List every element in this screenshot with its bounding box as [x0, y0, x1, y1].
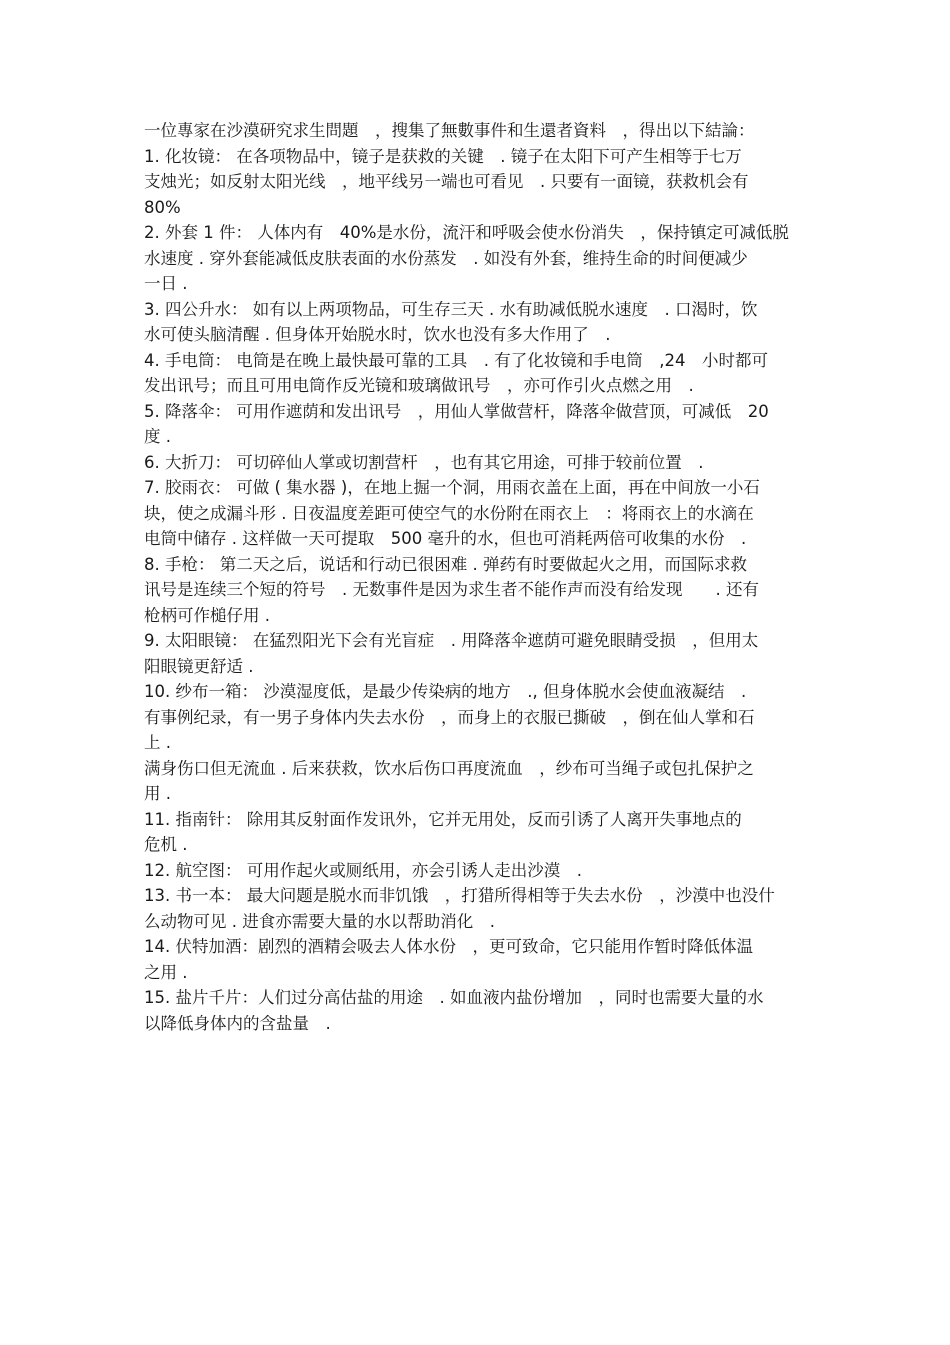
intro-line: 一位專家在沙漠研究求生問題 ，搜集了無數事件和生還者資料 ，得出以下結論： — [144, 121, 755, 140]
item-10-line: 用 . — [144, 784, 171, 803]
item-9-line: 阳眼镜更舒适 . — [144, 656, 254, 676]
item-1-line: 80% — [144, 197, 181, 217]
item-8-line: 讯号是连续三个短的符号 . 无数事件是因为求生者不能作声而没有给发现 . 还有 — [144, 580, 759, 599]
item-15-line: 以降低身体内的含盐量 . — [144, 1013, 331, 1033]
item-1-line: 支烛光；如反射太阳光线 ，地平线另一端也可看见 . 只要有一面镜，获救机会有 — [144, 172, 749, 191]
item-14-line: 之用 . — [144, 962, 188, 982]
item-13-line: 么动物可见 . 进食亦需要大量的水以帮助消化 . — [144, 911, 495, 931]
item-14-line: 14. 伏特加酒：剧烈的酒精会吸去人体水份 ，更可致命，它只能用作暂时降低体温 — [144, 937, 753, 956]
item-2-line: 2. 外套 1 件： 人体内有 40%是水份，流汗和呼吸会使水份消失 ，保持镇定可减低脱 — [144, 223, 789, 242]
item-8-line: 枪柄可作槌仔用 . — [144, 605, 270, 625]
item-4-line: 发出讯号；而且可用电筒作反光镜和玻璃做讯号 ，亦可作引火点燃之用 . — [144, 376, 694, 395]
item-10-line: 有事例纪录，有一男子身体内失去水份 ，而身上的衣服已撕破 ，倒在仙人掌和石 — [144, 707, 755, 727]
item-7-line: 7. 胶雨衣： 可做 ( 集水器 )，在地上掘一个洞，用雨衣盖在上面，再在中间放一小石 — [144, 478, 760, 497]
item-7-line: 块，使之成漏斗形 . 日夜温度差距可使空气的水份附在雨衣上 ：将雨衣上的水滴在 — [144, 503, 754, 523]
item-13-line: 13. 书一本： 最大问题是脱水而非饥饿 ，打猎所得相等于失去水份 ，沙漠中也没什 — [144, 886, 775, 905]
item-3-line: 3. 四公升水： 如有以上两项物品，可生存三天 . 水有助减低脱水速度 . 口渴时，饮 — [144, 299, 758, 319]
item-5-line: 5. 降落伞： 可用作遮荫和发出讯号 ，用仙人掌做营杆，降落伞做营顶，可减低 20 — [144, 401, 769, 421]
item-6-line: 6. 大折刀： 可切碎仙人掌或切割营杆 ，也有其它用途，可排于较前位置 . — [144, 452, 704, 472]
item-10-line: 满身伤口但无流血 . 后来获救，饮水后伤口再度流血 ，纱布可当绳子或包扎保护之 — [144, 758, 754, 778]
item-5-line: 度 . — [144, 427, 171, 446]
item-9-line: 9. 太阳眼镜： 在猛烈阳光下会有光盲症 . 用降落伞遮荫可避免眼睛受损 ，但用太 — [144, 631, 759, 650]
document-body — [144, 118, 804, 1036]
item-3-line: 水可使头脑清醒 . 但身体开始脱水时，饮水也没有多大作用了 . — [144, 325, 611, 344]
item-10-line: 上 . — [144, 733, 171, 752]
item-11-line: 11. 指南针： 除用其反射面作发讯外，它并无用处，反而引诱了人离开失事地点的 — [144, 809, 742, 829]
item-11-line: 危机 . — [144, 835, 188, 854]
item-2-line: 水速度 . 穿外套能减低皮肤表面的水份蒸发 . 如没有外套，维持生命的时间便减少 — [144, 248, 748, 268]
item-8-line: 8. 手枪： 第二天之后，说话和行动已很困难 . 弹药有时要做起火之用，而国际求救 — [144, 554, 747, 574]
item-10-line: 10. 纱布一箱： 沙漠湿度低，是最少传染病的地方 ., 但身体脱水会使血液凝结 . — [144, 682, 747, 701]
item-1-line: 1. 化妆镜： 在各项物品中，镜子是获救的关键 . 镜子在太阳下可产生相等于七万 — [144, 146, 742, 166]
item-12-line: 12. 航空图： 可用作起火或厕纸用，亦会引诱人走出沙漠 . — [144, 860, 582, 880]
item-2-line: 一日 . — [144, 274, 188, 293]
item-15-line: 15. 盐片千片：人们过分高估盐的用途 . 如血液内盐份增加 ，同时也需要大量的水 — [144, 988, 764, 1007]
item-7-line: 电筒中储存 . 这样做一天可提取 500 毫升的水，但也可消耗两倍可收集的水份 . — [144, 529, 747, 548]
item-4-line: 4. 手电筒： 电筒是在晚上最快最可靠的工具 . 有了化妆镜和手电筒 ,24 小时都可 — [144, 350, 768, 370]
